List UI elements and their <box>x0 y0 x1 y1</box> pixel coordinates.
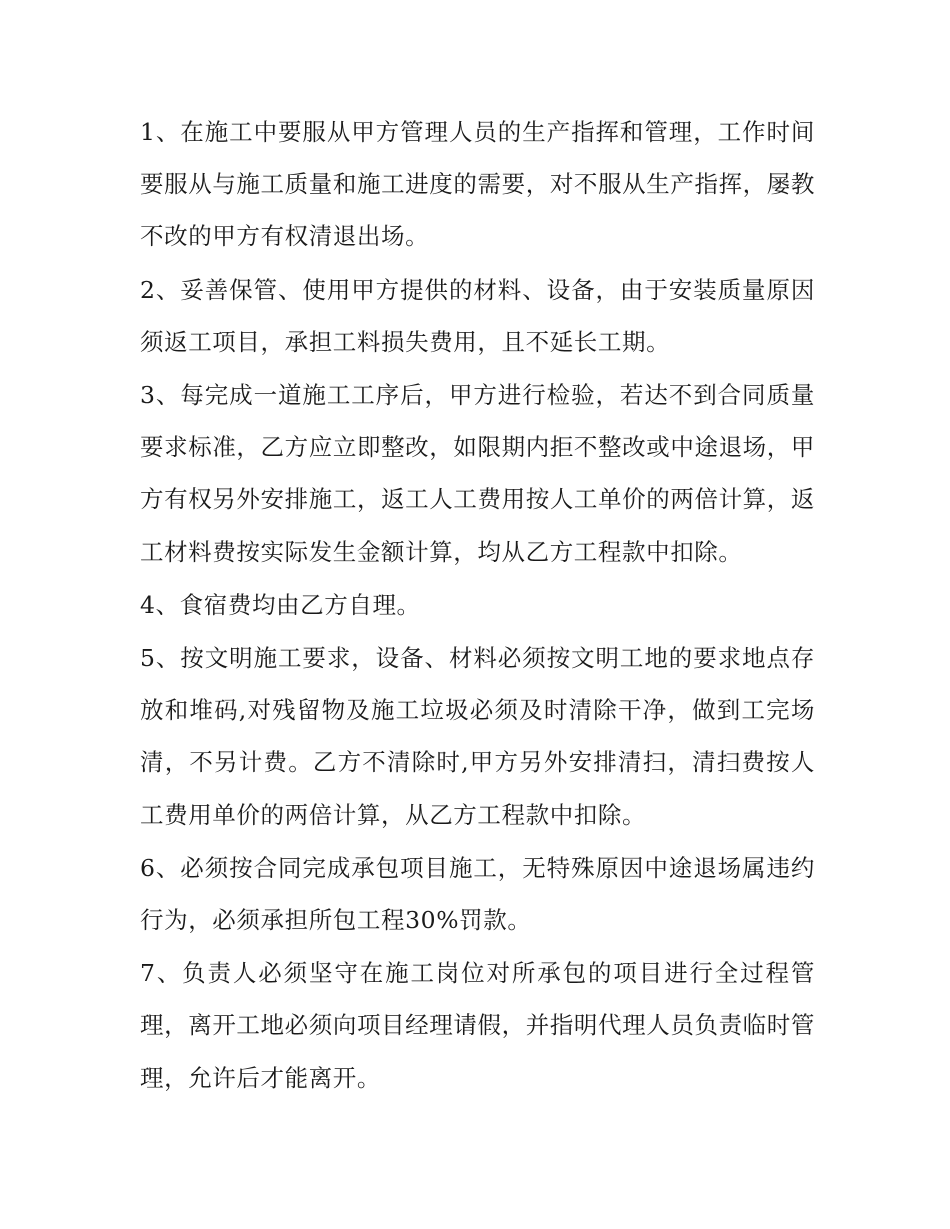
clause-2: 2、妥善保管、使用甲方提供的材料、设备，由于安装质量原因须返工项目，承担工料损失费用，且不延长工期。 <box>140 275 815 356</box>
clause-4: 4、食宿费均由乙方自理。 <box>140 590 421 619</box>
clause-7: 7、负责人必须坚守在施工岗位对所承包的项目进行全过程管理，离开工地必须向项目经理请假，并指明代理人员负责临时管理，允许后才能离开。 <box>140 959 815 1092</box>
clause-5: 5、按文明施工要求，设备、材料必须按文明工地的要求地点存放和堆码,对残留物及施工垃圾必须及时清除干净，做到工完场清，不另计费。乙方不清除时,甲方另外安排清扫，清扫费按人工费用单价的两倍计算，从乙方工程款中扣除。 <box>140 644 815 829</box>
document-body <box>140 106 815 1105</box>
clause-3: 3、每完成一道施工工序后，甲方进行检验，若达不到合同质量要求标准，乙方应立即整改，如限期内拒不整改或中途退场，甲方有权另外安排施工，返工人工费用按人工单价的两倍计算，返工材料费按实际发生金额计算，均从乙方工程款中扣除。 <box>140 381 815 566</box>
clause-1: 1、在施工中要服从甲方管理人员的生产指挥和管理，工作时间要服从与施工质量和施工进度的需要，对不服从生产指挥，屡教不改的甲方有权清退出场。 <box>140 118 815 251</box>
clause-6: 6、必须按合同完成承包项目施工，无特殊原因中途退场属违约行为，必须承担所包工程30%罚款。 <box>140 853 815 935</box>
